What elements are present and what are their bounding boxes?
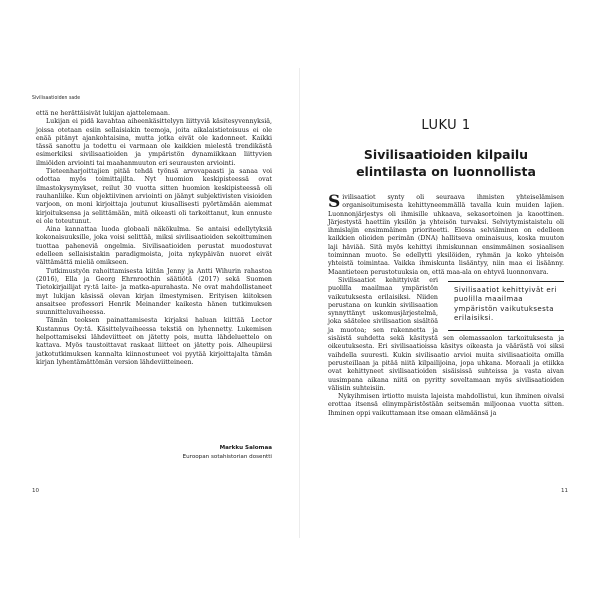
right-page-body (328, 194, 564, 418)
author-signature (183, 444, 272, 462)
paragraph: että ne herättäisivät lukijan ajattelemaan. (36, 110, 170, 117)
opening-paragraph-text: ivilisaatiot synty oli seuraava ihmisten yhteiselämisen organisoitumisesta kehittyneemmällä tavalla kuin muiden lajien. Luonnonjärjestys oli ihmisille uhkaava, sekasortoinen ja kaoottinen. Järjestystä haettiin yksilön ja yhteisön turvaksi. Selviytymistaistelu oli ihmislajin ensimmäinen prioriteetti. Elossa selviäminen on edelleen kaikkien olioiden perimän (DNA) hallitseva ominaisuus, koska muuton laji häviää. Sitä myös kehittyi ihmiskunnan ensimmäinen sosiaalisen toiminnan muoto. Se edellytti yksilöiden, ryhmän ja koko yhteisön yhteistä toimintaa. Vaikka ihmiskunta lisääntyy, niin maa ei lisäänny. Maantieteen perustotuuksia on, että maa-ala on ehtyvä luonnonvara. (328, 194, 564, 276)
book-spine (299, 68, 300, 538)
page-number: 11 (561, 488, 568, 494)
left-page-body (36, 110, 272, 367)
drop-cap: S (328, 192, 341, 212)
paragraph: Sivilisaatiot kehittyivät eri puolilla maailmaa ympäristön vaikutuksesta erilaisiksi. Niiden perustana on kunkin sivilisaation synnyttänyt uskomusjärjestelmä, joka säätelee sivilisaation sisältöä ja muotoa; sen rakennetta ja sisäistä suhdetta sekä käsitystä sen olemassaolon tarkoituksesta ja oikeutuksesta. Eri sivilisaatioissa käsitys oikeasta ja väärästä voi siksi vaihdella suuresti. Kukin sivilisaatio arvioi muita sivilisaatioita omilla perusteillaan ja pitää niitä kilpailijoina, jopa uhkana. Moraali ja etiikka ovat kehittyneet sivilisaatioiden sisäisissä suhteissa ja vasta aivan uusimpana aikana niitä on pyritty soveltamaan myös sivilisaatioiden välisiin suhteisiin. (328, 276, 564, 392)
author-title: Euroopan sotahistorian dosentti (182, 454, 272, 460)
paragraph: Tämän teoksen painattamisesta kirjaksi haluan kiittää Lector Kustannus Oy:tä. Käsittelyvaiheessa tekstiä on lyhennetty. Lukemisen helpottamiseksi lähdeviitteet on jätetty pois, mutta lähdeluettelo on kattava. Myös taustoittavat raskaat liitteet on jätetty pois. Alheupiirsi jatkotutkimuksen kannalta kiinnostuneet voi pyytää kirjoittajalta tämän kirjan lyhentämättömän version lähdeviitteineen. (36, 317, 272, 366)
chapter-title-line: Sivilisaatioiden kilpailu (363, 147, 529, 162)
author-name: Markku Salomaa (219, 445, 272, 451)
chapter-label: LUKU 1 (421, 118, 471, 133)
paragraph: Nykyihmisen irtiotto muista lajeista mahdollistui, kun ihminen oivalsi erottaa itsensä elinympäristöstään seitsemän miljoonaa vuotta sitten. Ihminen oppi vaikuttamaan itse omaan elämäänsä ja (328, 393, 564, 417)
opening-paragraph (328, 194, 564, 277)
paragraph: Aina kannattaa luoda globaali näkökulma. Se antaisi edellytyksiä kokonaisuuksille, joka voisi selittää, miksi sivilisaatioiden sekoittuminen tuottaa paheneviä ongelmia. Sivilisaatioiden perustat muodostuvat edelleen sellaisistakin paradigmoista, joita nykypäivän nuoret eivät välttämättä mieliä omikseen. (36, 226, 272, 267)
chapter-title (312, 146, 580, 180)
left-page (20, 68, 288, 538)
right-page (312, 68, 580, 538)
pull-quote: Sivilisaatiot kehittyivät eri puolilla maailmaa ympäristön vaikutuksesta erilaisiksi. (448, 281, 564, 331)
running-head: Sivilisaatioiden sade (32, 95, 81, 101)
page-number: 10 (32, 488, 39, 494)
paragraph: Tieteenharjoittajien pitää tehdä työnsä arvovapaasti ja sanaa voi odottaa myös toimittajilta. Nyt huomion keskipisteessä ovat ilmastokysymykset, reilut 30 vuotta sitten huomion keskipisteessä oli rauhanliike. Kun objektiivinen arviointi on jäänyt subjektivisten visioiden varjoon, on moni kirjoittaja joutunut kiusallisesti pyörtämään aiemmat kirjoituksensa ja selittämään, mitä oikeasti oli tarkoittanut, kun ennuste ei ole toteutunut. (36, 168, 272, 225)
paragraph: Tutkimustyön rahoittamisesta kiitän Jenny ja Antti Wihurin rahastoa (2016), Ella ja Georg Ehrnroothin säätiötä (2017) sekä Suomen Tietokirjailijat ry:tä laite- ja matka-apurahasta. Ne ovat mahdollistaneet myt lukijan käsissä olevan kirjan ilmestymisen. Erityisen kiitoksen ansaitsee professori Henrik Meinander kaikesta hänen tutkimuksen suunnitteluvaiheessa. (36, 267, 272, 317)
paragraph: Lukijan ei pidä kavahtaa aiheenkäsittelyyn liittyviä käsitesyvennyksiä, joissa otetaan esiin sellaisiakin teemoja, joita aikalaistietoisuus ei ole enää pitänyt ajankohtaisina, mutta jotka eivät ole kadonneet. Kaikki tässä sanottu ja todettu ei varmaan ole kaikkien mielestä trendikästä esimerkiksi sivilisaatioiden ja ympäristön dynamiikkaan liittyvien ilmiöiden arviointi tai maahanmuuton eri seurausten arviointi. (36, 118, 272, 167)
chapter-title-line: elintilasta on luonnollista (356, 164, 536, 179)
